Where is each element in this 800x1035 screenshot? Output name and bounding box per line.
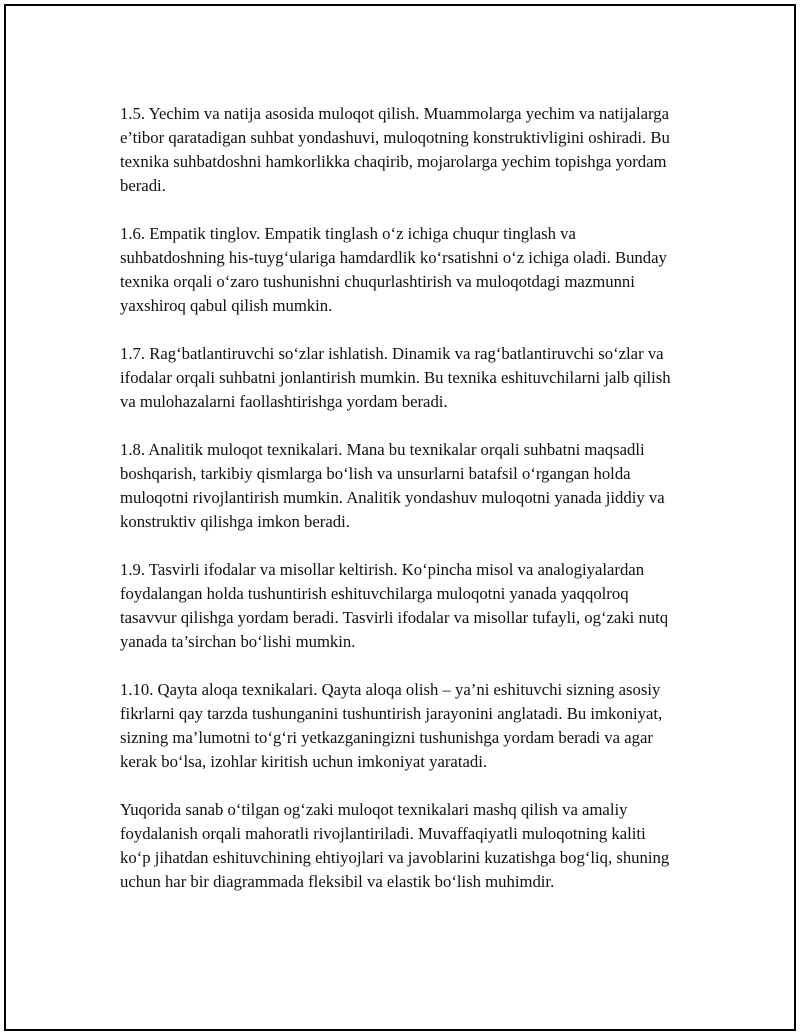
paragraph-1-7: 1.7. Rag‘batlantiruvchi so‘zlar ishlatish. Dinamik va rag‘batlantiruvchi so‘zlar va ifodalar orqali suhbatni jonlantirish mumkin. Bu texnika eshituvchilarni jalb qilish va mulohazalarni faollashtirishga yordam beradi. (120, 344, 671, 411)
paragraph-1-8: 1.8. Analitik muloqot texnikalari. Mana bu texnikalar orqali suhbatni maqsadli boshqarish, tarkibiy qismlarga bo‘lish va unsurlarni batafsil o‘rgangan holda muloqotni rivojlantirish mumkin. Analitik yondashuv muloqotni yanada jiddiy va konstruktiv qilishga imkon beradi. (120, 440, 665, 531)
paragraph-1-6: 1.6. Empatik tinglov. Empatik tinglash o‘z ichiga chuqur tinglash va suhbatdoshning his-tuyg‘ulariga hamdardlik ko‘rsatishni o‘z ichiga oladi. Bunday texnika orqali o‘zaro tushunishni chuqurlashtirish va muloqotdagi mazmunni yaxshiroq qabul qilish mumkin. (120, 224, 667, 315)
paragraph-conclusion: Yuqorida sanab o‘tilgan og‘zaki muloqot texnikalari mashq qilish va amaliy foydalanish orqali mahoratli rivojlantiriladi. Muvaffaqiyatli muloqotning kaliti ko‘p jihatdan eshituvchining ehtiyojlari va javoblarini kuzatishga bog‘liq, shuning uchun har bir diagrammada fleksibil va elastik bo‘lish muhimdir. (120, 800, 670, 891)
paragraph-1-10: 1.10. Qayta aloqa texnikalari. Qayta aloqa olish – ya’ni eshituvchi sizning asosiy fikrlarni qay tarzda tushunganini tushuntirish jarayonini anglatadi. Bu imkoniyat, sizning ma’lumotni to‘g‘ri yetkazganingizni tushunishga yordam beradi va agar kerak bo‘lsa, izohlar kiritish uchun imkoniyat yaratadi. (120, 680, 663, 771)
document-page (4, 4, 796, 1031)
paragraph-1-5: 1.5. Yechim va natija asosida muloqot qilish. Muammolarga yechim va natijalarga e’tibor qaratadigan suhbat yondashuvi, muloqotning konstruktivligini oshiradi. Bu texnika suhbatdoshni hamkorlikka chaqirib, mojarolarga yechim topishga yordam beradi. (120, 104, 670, 195)
paragraph-1-9: 1.9. Tasvirli ifodalar va misollar keltirish. Ko‘pincha misol va analogiyalardan foydalangan holda tushuntirish eshituvchilarga muloqotni yanada yaqqolroq tasavvur qilishga yordam beradi. Tasvirli ifodalar va misollar tufayli, og‘zaki nutq yanada ta’sirchan bo‘lishi mumkin. (120, 560, 669, 651)
document-body (120, 102, 680, 918)
